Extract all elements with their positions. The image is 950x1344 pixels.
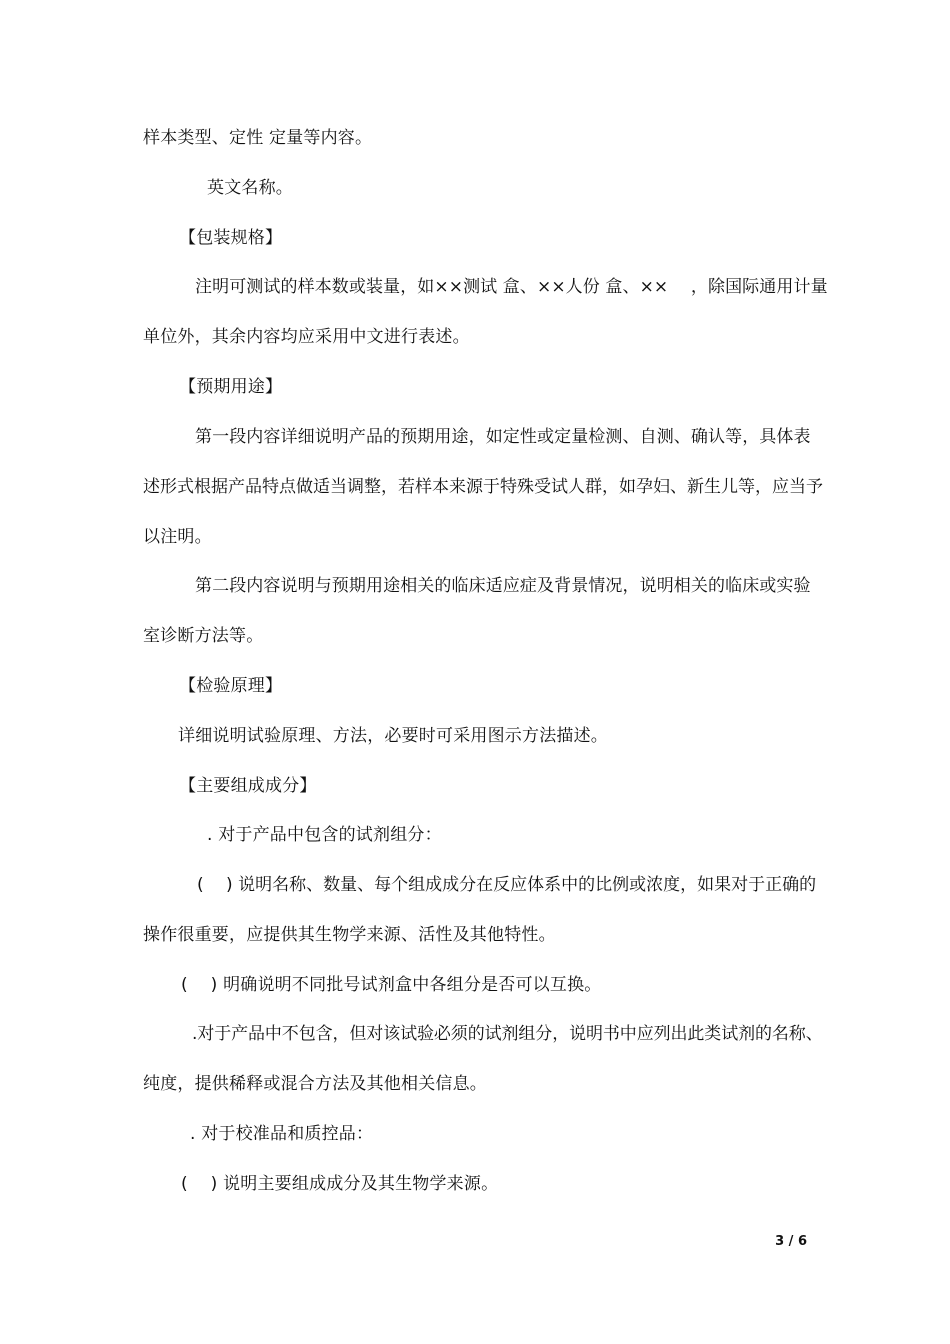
section-heading-components: 【主要组成成分】 — [179, 776, 317, 796]
text-line-5: 单位外，其余内容均应采用中文进行表述。 — [143, 327, 470, 347]
page-number: 3 / 6 — [775, 1234, 807, 1249]
text-line-7: 第一段内容详细说明产品的预期用途，如定性或定量检测、自测、确认等，具体表 — [195, 427, 811, 447]
text-line-9: 以注明。 — [143, 527, 212, 547]
text-line-22: ( ) 说明主要组成成分及其生物学来源。 — [181, 1174, 499, 1194]
text-line-13: 详细说明试验原理、方法，必要时可采用图示方法描述。 — [178, 726, 608, 746]
text-line-19: .对于产品中不包含，但对该试验必须的试剂组分，说明书中应列出此类试剂的名称、 — [192, 1024, 823, 1044]
text-line-16: ( ) 说明名称、数量、每个组成成分在反应体系中的比例或浓度，如果对于正确的 — [197, 875, 817, 895]
text-line-4: 注明可测试的样本数或装量，如××测试 盒、××人份 盒、×× ，除国际通用计量 — [195, 277, 828, 297]
text-line-21: . 对于校准品和质控品： — [190, 1124, 374, 1144]
text-line-20: 纯度，提供稀释或混合方法及其他相关信息。 — [143, 1074, 487, 1094]
section-heading-principle: 【检验原理】 — [179, 676, 283, 696]
text-line-18: ( ) 明确说明不同批号试剂盒中各组分是否可以互换。 — [181, 975, 602, 995]
text-line-8: 述形式根据产品特点做适当调整，若样本来源于特殊受试人群，如孕妇、新生儿等，应当予 — [143, 477, 823, 497]
text-line-17: 操作很重要，应提供其生物学来源、活性及其他特性。 — [143, 925, 556, 945]
section-heading-intended-use: 【预期用途】 — [179, 377, 283, 397]
text-line-15: . 对于产品中包含的试剂组分： — [207, 825, 442, 845]
text-line-11: 室诊断方法等。 — [143, 626, 264, 646]
text-line-2: 英文名称。 — [207, 178, 293, 198]
section-heading-packaging: 【包装规格】 — [179, 228, 283, 248]
text-line-10: 第二段内容说明与预期用途相关的临床适应症及背景情况，说明相关的临床或实验 — [195, 576, 811, 596]
text-line-1: 样本类型、定性 定量等内容。 — [143, 128, 373, 148]
